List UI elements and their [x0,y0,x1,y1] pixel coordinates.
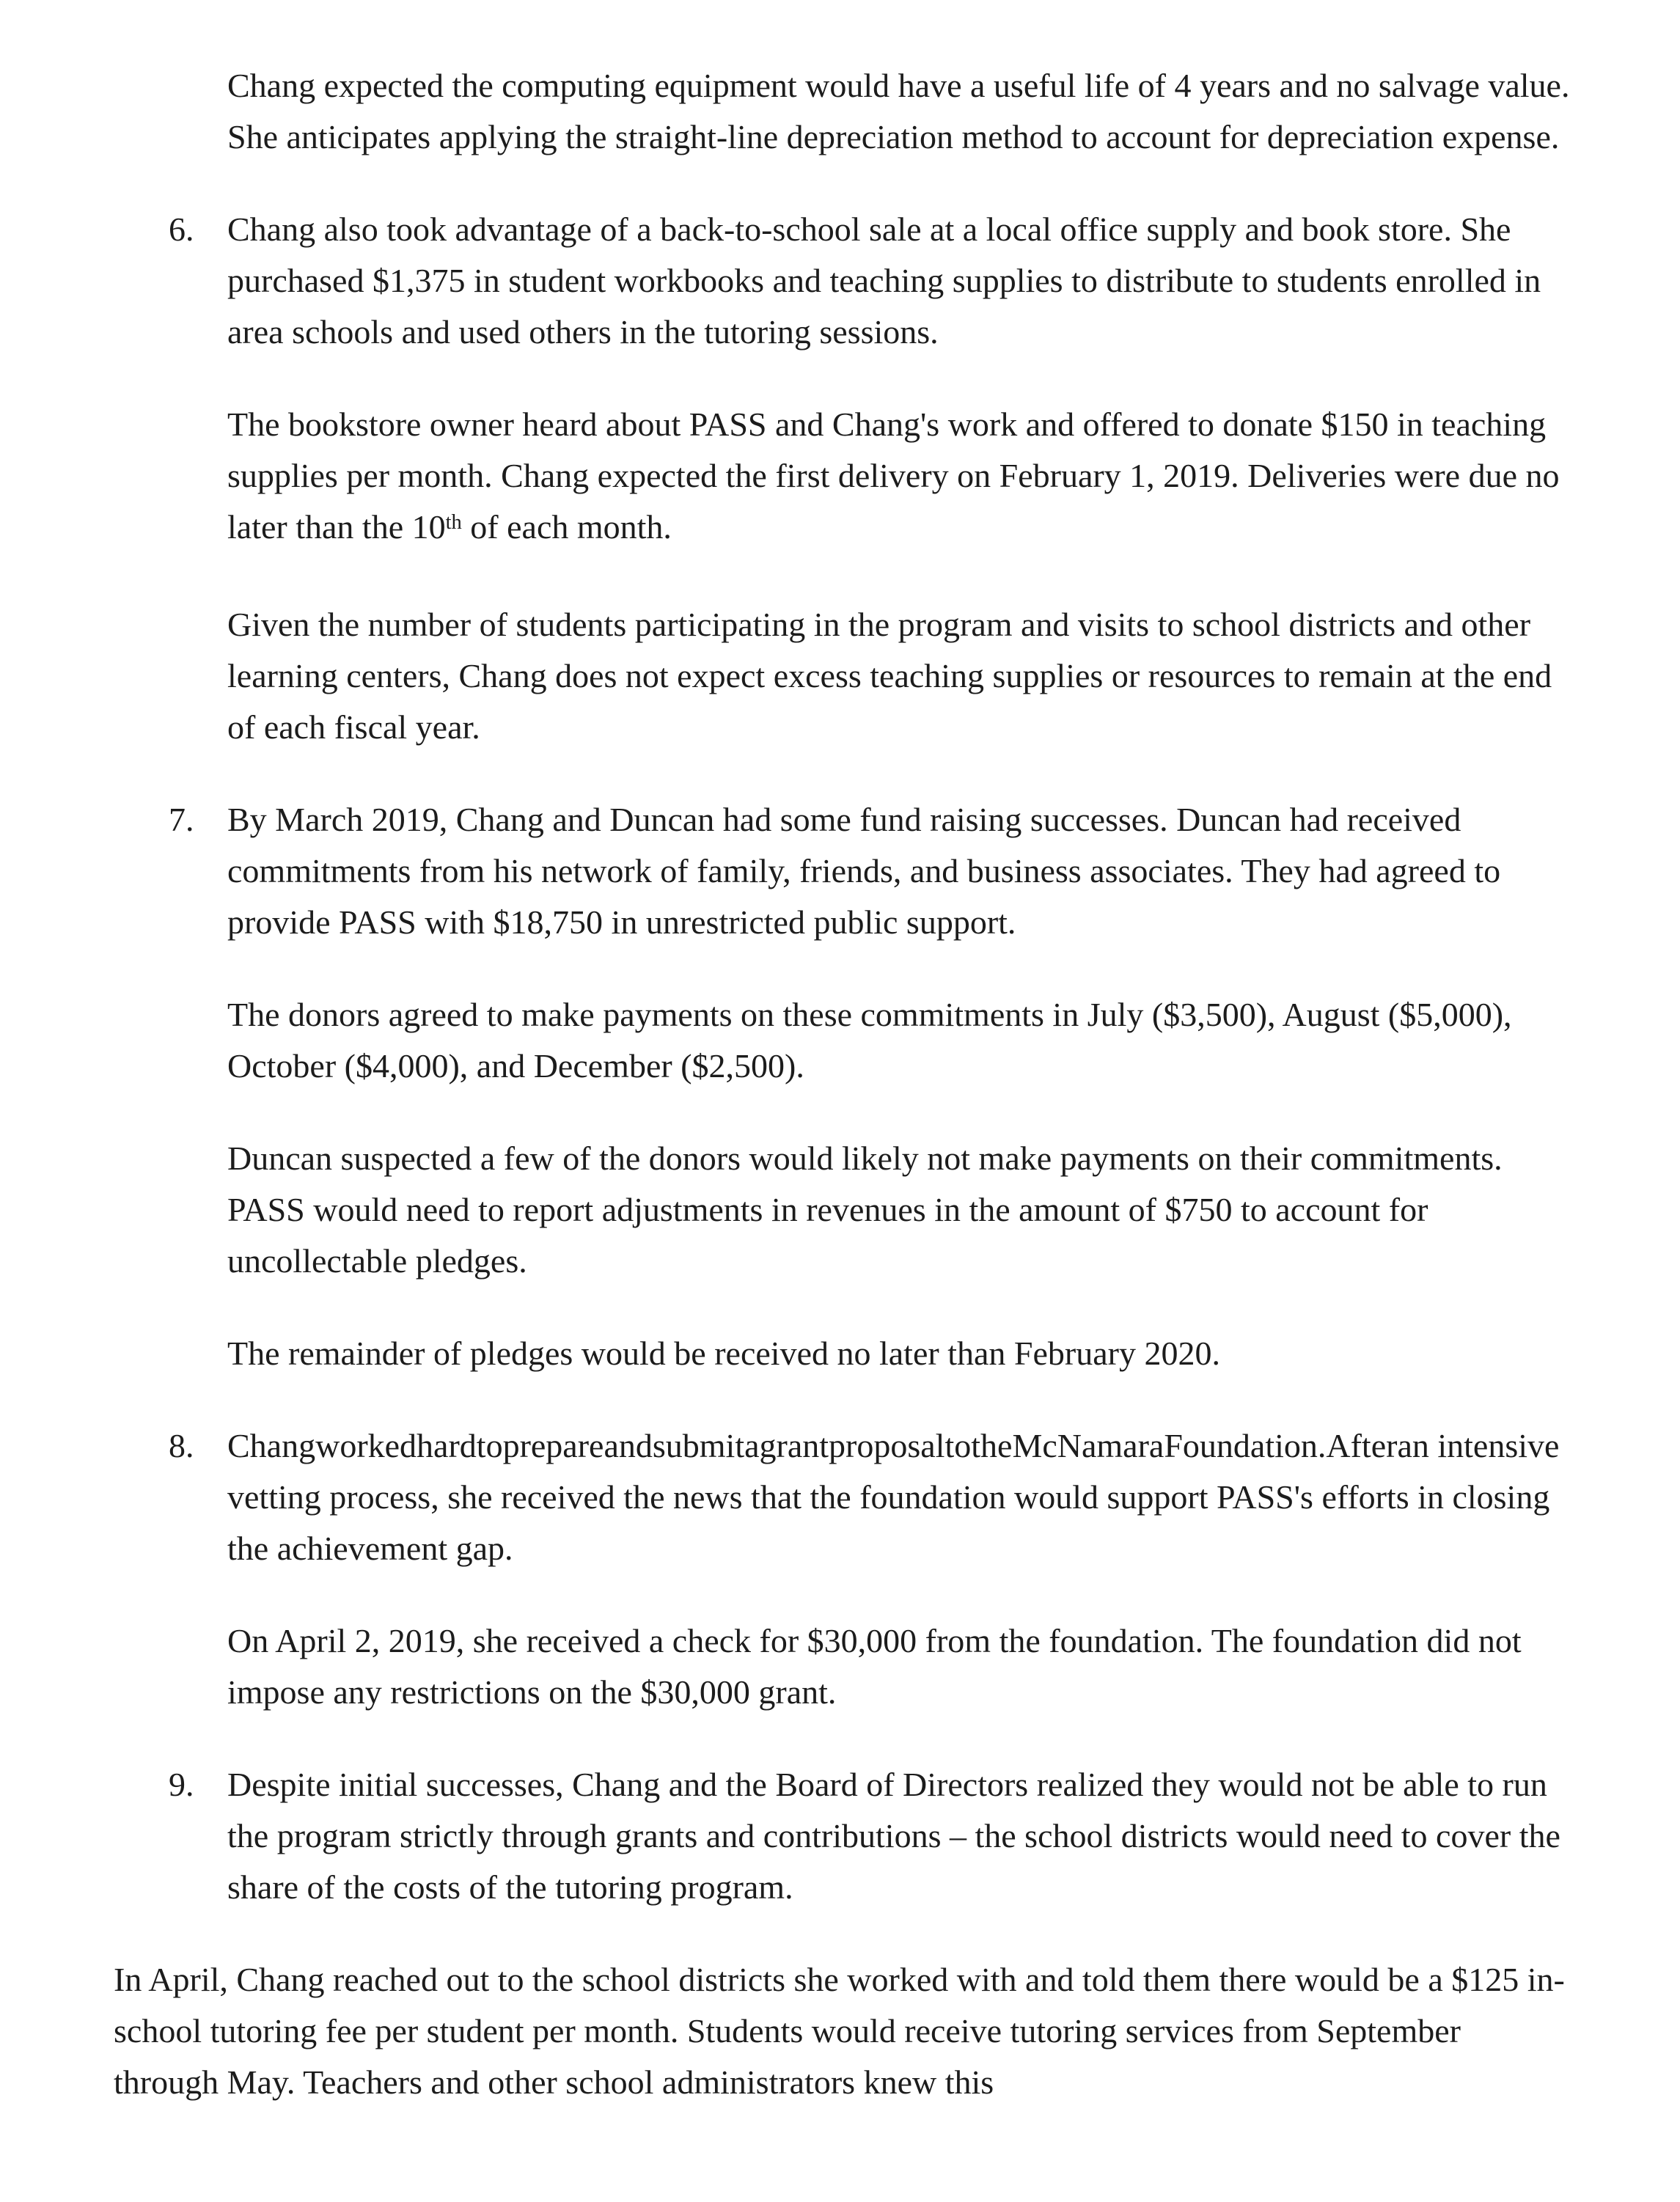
intro-paragraph: Chang expected the computing equipment would have a useful life of 4 years and no salvage value. She anticipates applying the straight-line depreciation method to account for depreciation expense. [227,67,1570,155]
list-item-number: 8. [169,1427,194,1464]
list-item-body [227,1759,1573,1954]
list-item-9 [114,1759,1573,1954]
paragraph: Chang also took advantage of a back-to-school sale at a local office supply and book store. She purchased $1,375 in student workbooks and teaching supplies to distribute to students enrolled in area schools and used others in the tutoring sessions. [227,210,1541,351]
paragraph-text: The bookstore owner heard about PASS and Chang's work and offered to donate $150 in teaching supplies per month. Chang expected the first delivery on February 1, 2019. Deliveries were due no later than the 10 [227,405,1560,546]
paragraph-text: of each month. [461,508,672,546]
list-item-body [227,204,1573,794]
paragraph: On April 2, 2019, she received a check for $30,000 from the foundation. The foundation did not impose any restrictions on the $30,000 grant. [227,1622,1522,1711]
paragraph: By March 2019, Chang and Duncan had some fund raising successes. Duncan had received commitments from his network of family, friends, and business associates. They had agreed to provide PASS with $18,750 in unrestricted public support. [227,801,1501,941]
paragraph: The donors agreed to make payments on these commitments in July ($3,500), August ($5,000), October ($4,000), and December ($2,500). [227,996,1512,1085]
paragraph [227,399,1573,558]
paragraph: Despite initial successes, Chang and the Board of Directors realized they would not be able to run the program strictly through grants and contributions – the school districts would need to cover the share of the costs of the tutoring program. [227,1766,1560,1906]
list-item-body [227,794,1573,1420]
paragraph: Given the number of students participating in the program and visits to school districts and other learning centers, Chang does not expect excess teaching supplies or resources to remain at the end of each fiscal year. [227,606,1552,746]
paragraph: The remainder of pledges would be received no later than February 2020. [227,1335,1220,1372]
list-item-number: 7. [169,801,194,838]
closing-paragraph: In April, Chang reached out to the school districts she worked with and told them there would be a $125 in-school tutoring fee per student per month. Students would receive tutoring services from September through May. Teachers and other school administrators knew this [114,1961,1565,2101]
list-item-7 [114,794,1573,1420]
list-item-8 [114,1420,1573,1759]
list-item-number: 9. [169,1766,194,1803]
paragraph: ChangworkedhardtoprepareandsubmitagrantproposaltotheMcNamaraFoundation.Afteran intensive vetting process, she received the news that the foundation would support PASS's efforts in closing the achievement gap. [227,1427,1560,1567]
list-item-body [227,1420,1573,1759]
list-item-number: 6. [169,210,194,248]
list-item-6 [114,204,1573,794]
paragraph: Duncan suspected a few of the donors would likely not make payments on their commitments. PASS would need to report adjustments in revenues in the amount of $750 to account for uncollectable pledges. [227,1139,1503,1280]
ordinal-superscript: th [445,511,462,535]
